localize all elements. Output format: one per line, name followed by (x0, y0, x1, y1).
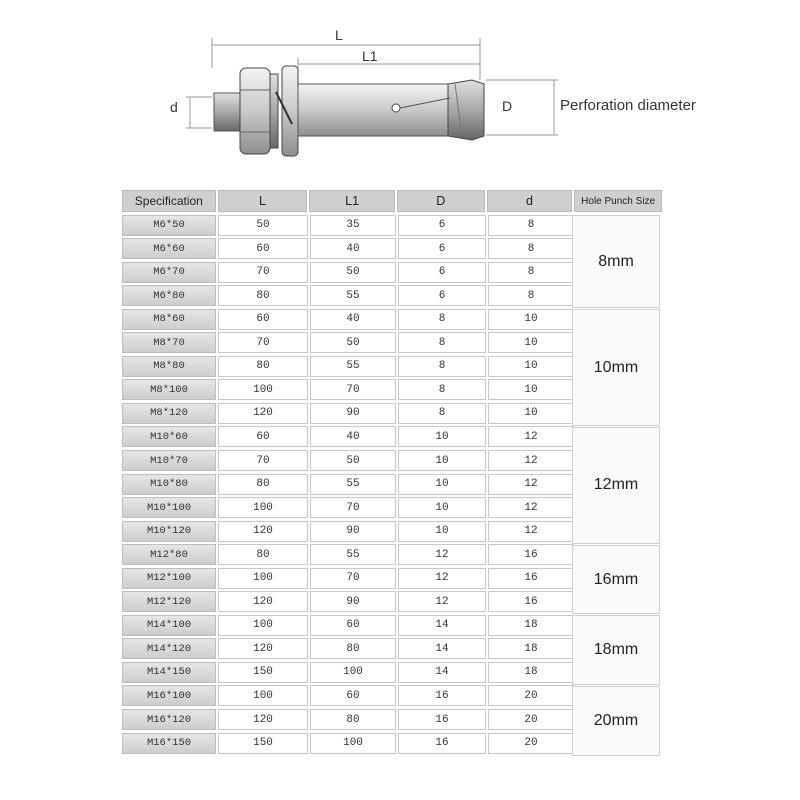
cell-L1: 80 (310, 709, 396, 730)
cell-D: 10 (398, 474, 486, 495)
cell-specification: M12*120 (122, 591, 216, 612)
cell-d: 12 (488, 474, 574, 495)
cell-D: 6 (398, 215, 486, 236)
cell-L: 60 (218, 426, 308, 447)
cell-specification: M16*120 (122, 709, 216, 730)
cell-L: 150 (218, 662, 308, 683)
cell-D: 16 (398, 733, 486, 754)
cell-specification: M8*80 (122, 356, 216, 377)
cell-d: 12 (488, 521, 574, 542)
cell-d: 18 (488, 615, 574, 636)
header-specification: Specification (122, 190, 216, 212)
cell-specification: M6*70 (122, 262, 216, 283)
cell-D: 8 (398, 332, 486, 353)
cell-d: 8 (488, 285, 574, 306)
dimension-L1-label: L1 (362, 48, 378, 64)
header-d: d (487, 190, 573, 212)
cell-d: 8 (488, 215, 574, 236)
cell-L: 50 (218, 215, 308, 236)
cell-d: 20 (488, 733, 574, 754)
cell-L: 120 (218, 403, 308, 424)
cell-L1: 50 (310, 450, 396, 471)
cell-D: 10 (398, 450, 486, 471)
cell-L1: 70 (310, 379, 396, 400)
cell-d: 16 (488, 544, 574, 565)
cell-L1: 35 (310, 215, 396, 236)
cell-D: 12 (398, 544, 486, 565)
expansion-bolt-diagram (0, 0, 800, 170)
cell-specification: M10*100 (122, 497, 216, 518)
cell-specification: M16*100 (122, 685, 216, 706)
cell-d: 10 (488, 309, 574, 330)
cell-specification: M10*120 (122, 521, 216, 542)
cell-specification: M6*50 (122, 215, 216, 236)
cell-L1: 55 (310, 474, 396, 495)
cell-L1: 80 (310, 638, 396, 659)
cell-L1: 50 (310, 332, 396, 353)
cell-d: 16 (488, 568, 574, 589)
cell-L: 70 (218, 332, 308, 353)
cell-L1: 90 (310, 521, 396, 542)
cell-L: 100 (218, 615, 308, 636)
dimension-d-label: d (170, 99, 178, 115)
cell-d: 12 (488, 450, 574, 471)
cell-specification: M6*80 (122, 285, 216, 306)
cell-D: 8 (398, 309, 486, 330)
cell-L1: 100 (310, 733, 396, 754)
cell-specification: M12*80 (122, 544, 216, 565)
cell-d: 12 (488, 497, 574, 518)
cell-d: 16 (488, 591, 574, 612)
cell-L1: 40 (310, 426, 396, 447)
cell-D: 6 (398, 238, 486, 259)
cell-D: 6 (398, 262, 486, 283)
bolt-drawing (0, 0, 800, 170)
header-D: D (397, 190, 485, 212)
cell-d: 18 (488, 638, 574, 659)
cell-d: 10 (488, 403, 574, 424)
cell-L: 150 (218, 733, 308, 754)
cell-specification: M16*150 (122, 733, 216, 754)
hole-punch-size-cell: 16mm (572, 545, 660, 615)
header-L1: L1 (309, 190, 395, 212)
cell-d: 20 (488, 685, 574, 706)
cell-L1: 90 (310, 403, 396, 424)
cell-d: 10 (488, 332, 574, 353)
cell-L: 120 (218, 521, 308, 542)
cell-specification: M14*120 (122, 638, 216, 659)
cell-D: 16 (398, 709, 486, 730)
cell-L1: 90 (310, 591, 396, 612)
cell-L: 100 (218, 379, 308, 400)
cell-D: 8 (398, 356, 486, 377)
cell-specification: M8*100 (122, 379, 216, 400)
hole-punch-size-cell: 20mm (572, 686, 660, 756)
cell-d: 12 (488, 426, 574, 447)
dimension-D-label: D (502, 98, 513, 114)
cell-L1: 70 (310, 568, 396, 589)
cell-D: 6 (398, 285, 486, 306)
cell-specification: M8*120 (122, 403, 216, 424)
cell-specification: M12*100 (122, 568, 216, 589)
cell-L1: 60 (310, 685, 396, 706)
cell-L: 70 (218, 262, 308, 283)
cell-L1: 55 (310, 544, 396, 565)
cell-L1: 100 (310, 662, 396, 683)
cell-specification: M8*60 (122, 309, 216, 330)
cell-d: 18 (488, 662, 574, 683)
cell-L: 80 (218, 285, 308, 306)
cell-L: 120 (218, 591, 308, 612)
cell-L: 70 (218, 450, 308, 471)
cell-D: 8 (398, 403, 486, 424)
cell-L: 60 (218, 309, 308, 330)
cell-L: 100 (218, 568, 308, 589)
cell-L1: 60 (310, 615, 396, 636)
cell-D: 10 (398, 521, 486, 542)
hole-punch-size-cell: 8mm (572, 215, 660, 308)
cell-L: 100 (218, 497, 308, 518)
cell-D: 14 (398, 638, 486, 659)
dimension-L-label: L (335, 27, 343, 43)
cell-specification: M10*60 (122, 426, 216, 447)
cell-D: 14 (398, 615, 486, 636)
cell-L1: 55 (310, 356, 396, 377)
header-L: L (218, 190, 308, 212)
cell-d: 10 (488, 356, 574, 377)
cell-L1: 40 (310, 238, 396, 259)
cell-d: 20 (488, 709, 574, 730)
cell-L: 100 (218, 685, 308, 706)
hole-punch-size-cell: 18mm (572, 615, 660, 685)
header-hole-punch-size: Hole Punch Size (574, 190, 662, 212)
cell-L: 120 (218, 638, 308, 659)
cell-D: 10 (398, 497, 486, 518)
cell-L: 80 (218, 474, 308, 495)
cell-D: 16 (398, 685, 486, 706)
table-header-row (122, 190, 662, 214)
cell-specification: M14*100 (122, 615, 216, 636)
hole-punch-size-cell: 10mm (572, 309, 660, 426)
cell-d: 8 (488, 238, 574, 259)
cell-D: 12 (398, 591, 486, 612)
cell-d: 8 (488, 262, 574, 283)
cell-L: 120 (218, 709, 308, 730)
cell-D: 8 (398, 379, 486, 400)
cell-L1: 50 (310, 262, 396, 283)
cell-specification: M8*70 (122, 332, 216, 353)
cell-d: 10 (488, 379, 574, 400)
cell-specification: M10*70 (122, 450, 216, 471)
cell-L1: 55 (310, 285, 396, 306)
cell-D: 12 (398, 568, 486, 589)
perforation-diameter-label: Perforation diameter (560, 97, 696, 114)
cell-L: 80 (218, 356, 308, 377)
hole-punch-size-cell: 12mm (572, 427, 660, 544)
cell-L1: 70 (310, 497, 396, 518)
cell-L: 80 (218, 544, 308, 565)
cell-specification: M10*80 (122, 474, 216, 495)
cell-D: 14 (398, 662, 486, 683)
cell-L: 60 (218, 238, 308, 259)
cell-D: 10 (398, 426, 486, 447)
cell-L1: 40 (310, 309, 396, 330)
cell-specification: M14*150 (122, 662, 216, 683)
cell-specification: M6*60 (122, 238, 216, 259)
